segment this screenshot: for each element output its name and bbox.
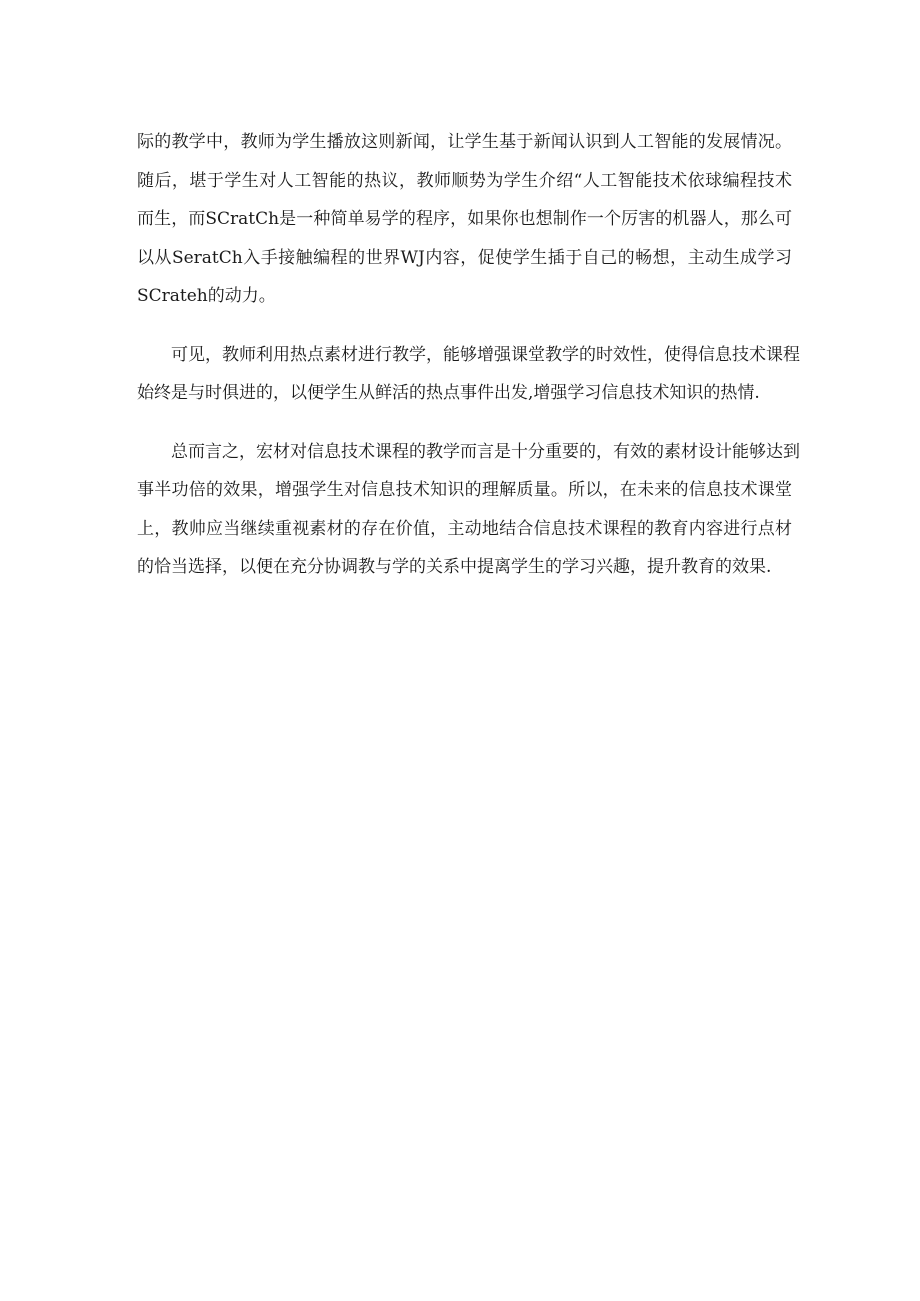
text-line: 际的教学中，教师为学生播放这则新闻，让学生基于新闻认识到人工智能的发展情况。: [137, 132, 792, 152]
text-line: 始终是与时俱进的，以便学生从鲜活的热点事件出发,增强学习信息技术知识的热情.: [137, 383, 760, 403]
text-line: 的恰当选择，以便在充分协调教与学的关系中提离学生的学习兴趣，提升教育的效果.: [137, 557, 772, 577]
text-line: 而生，而SCratCh是一种简单易学的程序，如果你也想制作一个厉害的机器人，那么可: [137, 209, 792, 229]
text-line: 以从SeratCh入手接触编程的世界WJ内容，促使学生插于自己的畅想，主动生成学习: [137, 247, 792, 268]
text-line: 总而言之，宏材对信息技术课程的教学而言是十分重要的，有效的素材设计能够达到: [171, 441, 800, 462]
paragraph-2: [137, 336, 800, 413]
text-line: 事半功倍的效果，增强学生对信息技术知识的理解质量。所以，在未来的信息技术课堂: [137, 480, 792, 500]
document-body: [137, 123, 800, 607]
paragraph-3: [137, 433, 800, 587]
text-line: 上，教帅应当继续重视素材的存在价值，主动地结合信息技术课程的教育内容进行点材: [137, 518, 792, 539]
paragraph-1: [137, 123, 792, 316]
text-line: 随后，堪于学生对人工智能的热议，教师顺势为学生介绍“人工智能技术依球编程技术: [137, 170, 792, 191]
text-line: SCrateh的动力。: [137, 286, 276, 306]
text-line: 可见，教师利用热点素材进行教学，能够增强课堂教学的时效性，使得信息技术课程: [171, 344, 800, 365]
